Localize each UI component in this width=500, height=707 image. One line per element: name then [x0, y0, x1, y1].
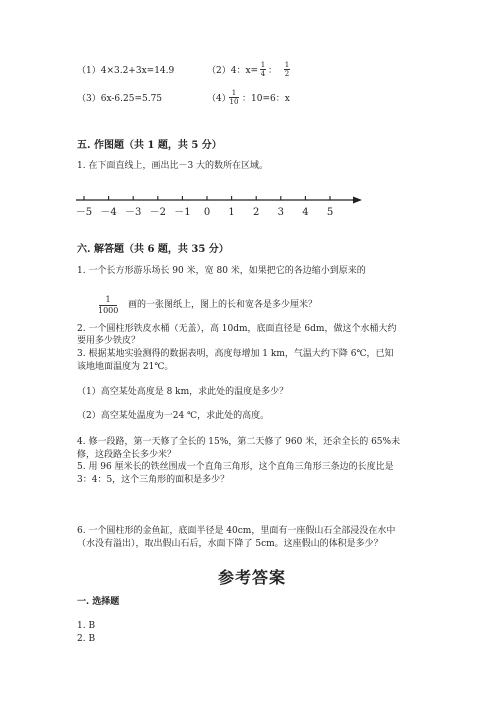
section-5-title: 五. 作图题（共 1 题，共 5 分） [77, 140, 222, 151]
equation-2-fraction-1 [259, 61, 267, 78]
question-3-sub-1: （1）高空某处高度是 8 km，求此处的温度是多少？ [77, 387, 289, 397]
question-6-line-2: （水没有溢出），取出假山石后，水面下降了 5cm。这座假山的体积是多少？ [77, 539, 383, 549]
number-line-tick-label: －2 [149, 207, 166, 218]
equation-4-suffix: ：10=6：x [242, 94, 290, 104]
answers-section-1-title: 一. 选择题 [77, 597, 120, 607]
fraction-numerator: 1 [105, 295, 111, 304]
number-line-tick-label: 1 [228, 207, 235, 218]
question-1-line-1: 1. 一个长方形游乐场长 90 米，宽 80 米，如果把它的各边缩小到原来的 [77, 266, 366, 276]
question-3-sub-2: （2）高空某处温度为一24 ℃，求此处的高度。 [77, 411, 270, 421]
number-line-tick-label: 2 [253, 207, 260, 218]
number-line-tick-label: －3 [125, 207, 142, 218]
fraction-denominator: 2 [284, 70, 290, 78]
number-line-tick-label: 3 [277, 207, 284, 218]
fraction-numerator: 1 [260, 61, 266, 69]
number-line-tick-label: －5 [75, 207, 93, 218]
question-5-line-1: 5. 用 96 厘米长的铁丝围成一个直角三角形，这个直角三角形三条边的长度比是 [77, 462, 394, 472]
number-line-tick-label: －1 [174, 207, 191, 218]
fraction-denominator: 4 [260, 70, 266, 78]
question-3-line-1: 3. 根据某地实验测得的数据表明，高度每增加 1 km，气温大约下降 6℃，已知 [77, 349, 394, 359]
question-2-line-1: 2. 一个圆柱形铁皮水桶（无盖），高 10dm，底面直径是 6dm，做这个水桶大约 [77, 324, 397, 334]
section-5-question-1: 1. 在下面直线上，画出比－3 大的数所在区域。 [77, 161, 269, 171]
fraction-denominator: 1000 [98, 306, 119, 315]
answer-2: 2. B [77, 634, 96, 644]
equation-4-fraction [228, 89, 240, 106]
equation-3: （3）6x-6.25=5.75 [77, 94, 163, 104]
equation-4-prefix: （4） [207, 94, 231, 104]
equation-2-fraction-2 [283, 61, 291, 78]
number-line-tick-label: 4 [302, 207, 309, 218]
answer-1: 1. B [77, 621, 96, 631]
question-4-line-2: 修，这段路全长多少米？ [77, 450, 177, 460]
fraction-denominator: 10 [229, 98, 239, 106]
question-1-fraction [98, 295, 118, 316]
number-line-ticks [76, 196, 333, 218]
number-line-tick-label: －4 [100, 207, 117, 218]
question-6-line-1: 6. 一个圆柱形的金鱼缸，底面半径是 40cm，里面有一座假山石全部浸没在水中 [77, 526, 396, 536]
equation-2-prefix: （2）4：x= [207, 66, 259, 76]
number-line [70, 188, 370, 220]
question-5-line-2: 3：4：5，这个三角形的面积是多少？ [77, 475, 230, 485]
answers-title: 参考答案 [218, 568, 287, 587]
fraction-numerator: 1 [231, 89, 237, 97]
equation-1: （1）4×3.2+3x=14.9 [77, 66, 175, 76]
question-3-line-2: 该地地面温度为 21℃。 [77, 362, 174, 372]
fraction-numerator: 1 [284, 61, 290, 69]
number-line-tick-label: 5 [326, 207, 334, 218]
number-line-tick-label: 0 [203, 207, 211, 218]
question-1-line-2: 画的一张图纸上，图上的长和宽各是多少厘米？ [128, 300, 318, 310]
section-6-title: 六. 解答题（共 6 题，共 35 分） [77, 244, 229, 255]
question-4-line-1: 4. 修一段路，第一天修了全长的 15%，第二天修了 960 米，还余全长的 65%未 [77, 437, 401, 447]
equation-2-colon: ： [268, 66, 278, 76]
number-line-arrow-icon [353, 197, 362, 204]
question-2-line-2: 要用多少铁皮？ [77, 336, 141, 346]
